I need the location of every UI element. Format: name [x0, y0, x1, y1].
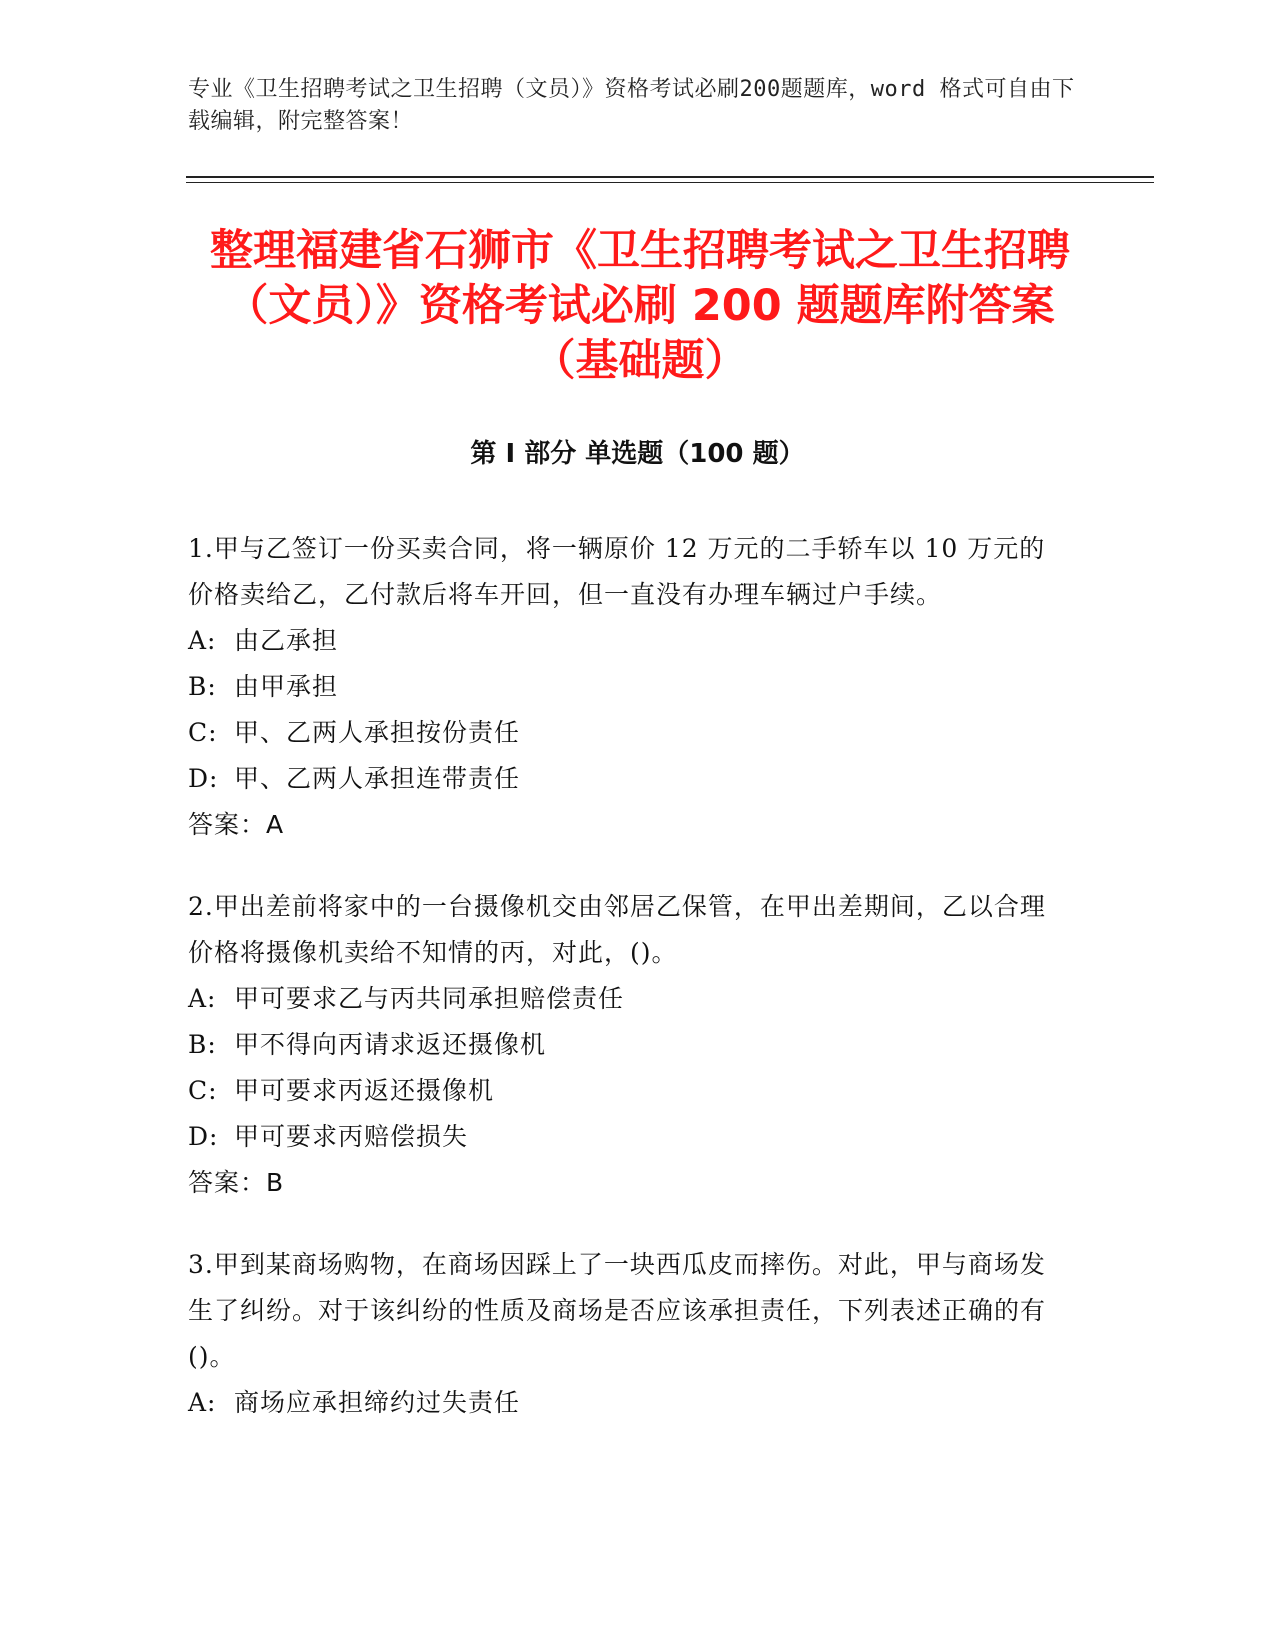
option-text: 甲可要求乙与丙共同承担赔偿责任	[234, 984, 625, 1013]
option-a	[188, 976, 1068, 1022]
option-d	[188, 1114, 1068, 1160]
option-b	[188, 1022, 1068, 1068]
question-stem: 3.甲到某商场购物，在商场因踩上了一块西瓜皮而摔伤。对此，甲与商场发生了纠纷。对于该纠纷的性质及商场是否应该承担责任，下列表述正确的有()。	[188, 1250, 1047, 1371]
option-text: 甲可要求丙赔偿损失	[234, 1122, 469, 1151]
question-3	[188, 1242, 1068, 1426]
option-letter: B:	[188, 672, 217, 701]
option-b	[188, 664, 1068, 710]
header-note: 专业《卫生招聘考试之卫生招聘（文员）》资格考试必刷200题题库，word 格式可自由下载编辑，附完整答案！	[188, 77, 1075, 134]
question-1	[188, 526, 1068, 848]
option-letter: B:	[188, 1030, 217, 1059]
header-divider-thin	[186, 182, 1154, 183]
question-list	[188, 526, 1068, 1462]
option-a	[188, 1380, 1068, 1426]
option-letter: A:	[188, 984, 217, 1013]
document-title: 整理福建省石狮市《卫生招聘考试之卫生招聘（文员）》资格考试必刷 200 题题库附答案（基础题）	[210, 226, 1070, 386]
option-letter: D:	[188, 764, 219, 793]
option-c	[188, 1068, 1068, 1114]
option-text: 甲、乙两人承担按份责任	[234, 718, 521, 747]
option-letter: C:	[188, 718, 218, 747]
option-text: 甲不得向丙请求返还摄像机	[234, 1030, 547, 1059]
question-2	[188, 884, 1068, 1206]
option-letter: D:	[188, 1122, 219, 1151]
question-stem: 2.甲出差前将家中的一台摄像机交由邻居乙保管，在甲出差期间，乙以合理价格将摄像机卖给不知情的丙，对此，()。	[188, 892, 1046, 967]
question-stem: 1.甲与乙签订一份买卖合同，将一辆原价 12 万元的二手轿车以 10 万元的价格卖给乙，乙付款后将车开回，但一直没有办理车辆过户手续。	[188, 534, 1046, 609]
option-letter: A:	[188, 626, 217, 655]
option-c	[188, 710, 1068, 756]
option-letter: A:	[188, 1388, 217, 1417]
option-text: 由乙承担	[234, 626, 339, 655]
option-text: 甲可要求丙返还摄像机	[234, 1076, 495, 1105]
section-title: 第 I 部分 单选题（100 题）	[470, 439, 805, 469]
option-text: 由甲承担	[234, 672, 339, 701]
option-text: 商场应承担缔约过失责任	[234, 1388, 521, 1417]
answer: 答案：B	[188, 1168, 285, 1197]
header-divider	[186, 176, 1154, 178]
option-a	[188, 618, 1068, 664]
option-text: 甲、乙两人承担连带责任	[234, 764, 521, 793]
option-letter: C:	[188, 1076, 218, 1105]
answer: 答案：A	[188, 810, 285, 839]
option-d	[188, 756, 1068, 802]
